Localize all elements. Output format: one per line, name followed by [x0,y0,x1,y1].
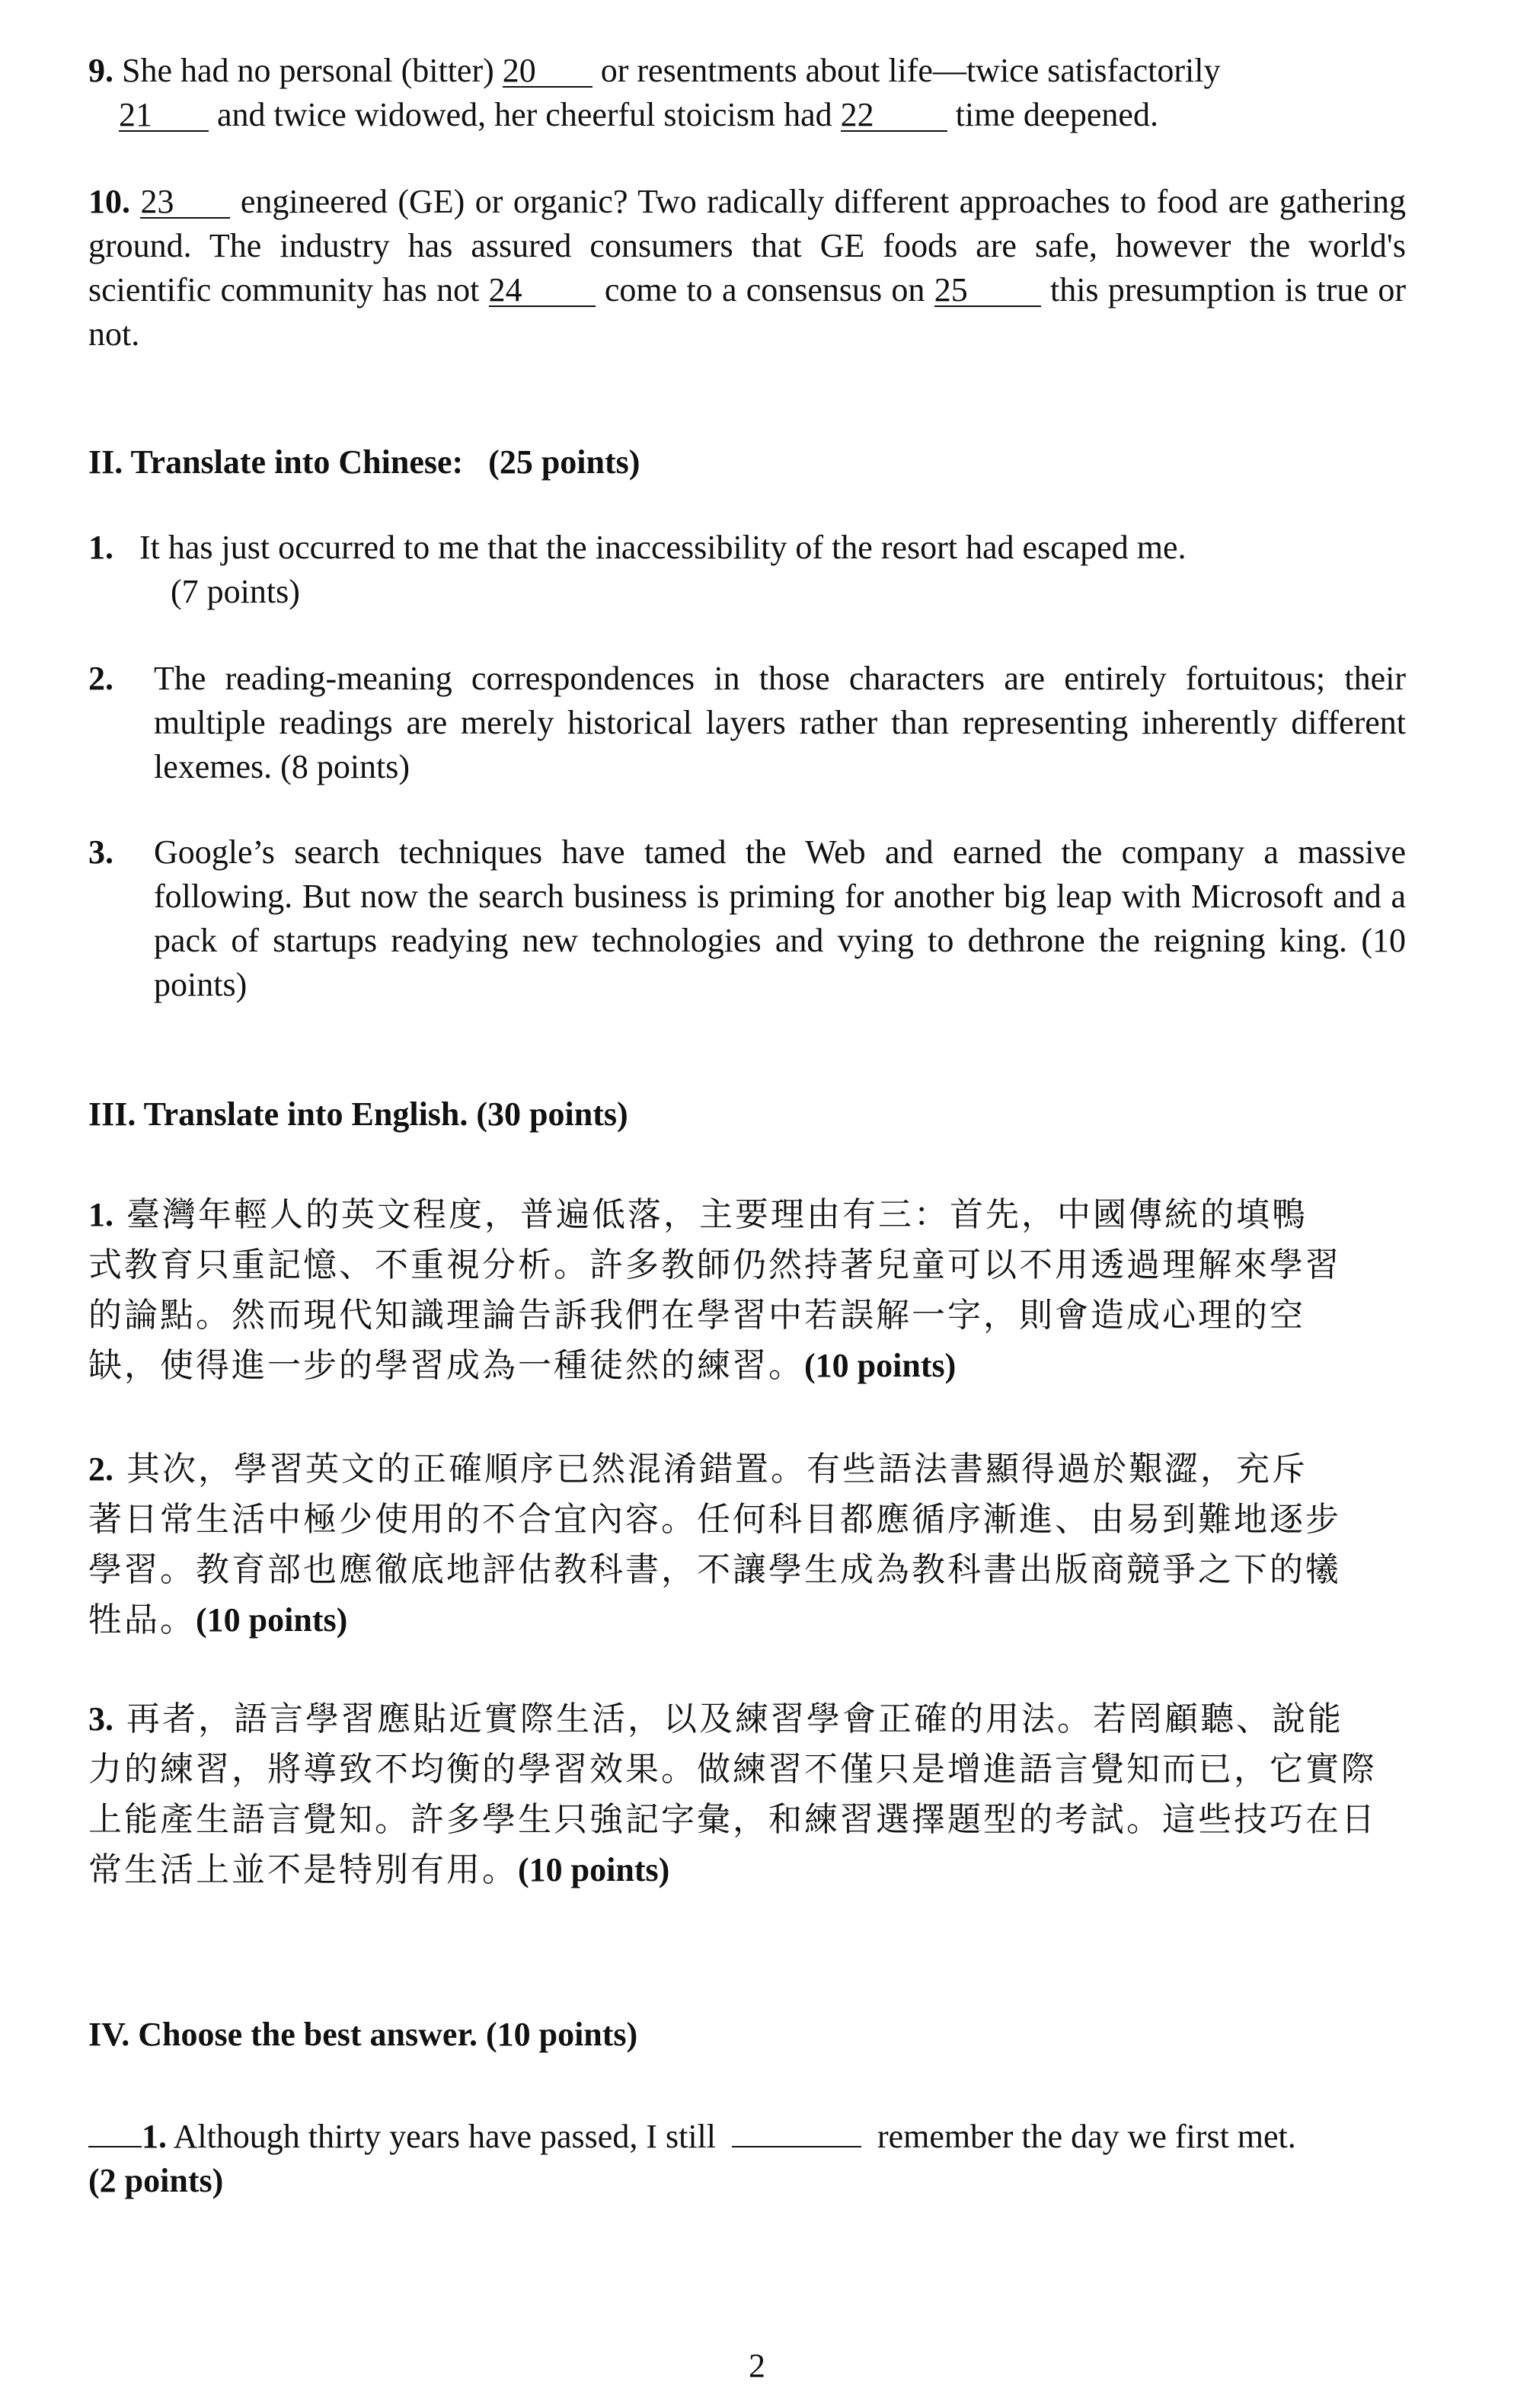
section-2-item-3 [88,830,1406,1007]
item-number: 3. [88,833,113,871]
item-text-line: 著日常生活中極少使用的不合宜內容。任何科目都應循序漸進、由易到難地逐步 [88,1500,1341,1539]
item-text: remember the day we first met. [877,2118,1296,2155]
item-points: (8 points) [280,748,410,785]
item-number: 2. [88,1450,113,1488]
item-text-line: 力的練習，將導致不均衡的學習效果。做練習不僅只是增進語言覺知而已，它實際 [88,1750,1377,1789]
item-text: Google’s search techniques have tamed the Web and earned the company a massive following. But now the search business is priming for another big leap with Microsoft and a pack of startups readying new technologies and vying to dethrone the reigning king. [154,833,1406,959]
question-text: come to a consensus on [604,271,925,309]
item-text-line: 缺，使得進一步的學習成為一種徒然的練習。 [88,1346,804,1385]
item-text: The reading-meaning correspondences in those characters are entirely fortuitous; their multiple readings are merely historical layers rather than representing inherently different lexemes. [154,660,1406,785]
section-4-heading: IV. Choose the best answer. (10 points) [88,2016,638,2053]
answer-blank[interactable] [88,2146,142,2147]
item-text-line: 再者，語言學習應貼近實際生活，以及練習學會正確的用法。若罔顧聽、說能 [126,1700,1343,1738]
question-text: or resentments about life—twice satisfactorily [600,52,1221,89]
question-number: 10. [88,183,130,220]
item-text-line: 其次，學習英文的正確順序已然混淆錯置。有些語法書顯得過於艱澀，充斥 [126,1450,1308,1489]
item-text-line: 上能產生語言覺知。許多學生只強記字彙，和練習選擇題型的考試。這些技巧在日 [88,1800,1377,1839]
answer-blank: 23 [140,187,230,219]
answer-blank: 24 [489,275,596,307]
item-text-line: 臺灣年輕人的英文程度，普遍低落，主要理由有三：首先，中國傳統的填鴨 [126,1195,1308,1234]
question-text: time deepened. [955,96,1158,133]
section-3-item-3 [88,1694,1452,1895]
item-text-line: 學習。教育部也應徹底地評估教科書，不讓學生成為教科書出版商競爭之下的犧 [88,1550,1341,1589]
question-9 [88,49,1406,137]
item-number: 2. [88,660,113,697]
section-2-item-2 [88,657,1406,789]
item-points: (7 points) [171,573,300,610]
answer-blank: 21 [119,100,209,132]
item-points: (10 points) [804,1347,957,1384]
item-text: It has just occurred to me that the inaccessibility of the resort had escaped me. [139,529,1187,566]
section-2-item-1 [88,526,1406,614]
question-text: engineered (GE) or organic? Two radically different approaches to food are gathering ground. The industry has assured consumers that GE foods are safe, however the world's scientific community has not [88,183,1407,309]
item-number: 1. [142,2118,167,2155]
answer-blank: 25 [934,275,1041,307]
item-text-line: 常生活上並不是特別有用。 [88,1850,518,1889]
section-2-heading: II. Translate into Chinese: (25 points) [88,443,640,481]
item-text-line: 的論點。然而現代知識理論告訴我們在學習中若誤解一字，則會造成心理的空 [88,1296,1305,1335]
page-number: 2 [749,2347,765,2384]
section-3-item-2 [88,1444,1429,1645]
item-text-line: 式教育只重記憶、不重視分析。許多教師仍然持著兒童可以不用透過理解來學習 [88,1246,1341,1284]
answer-blank: 20 [503,56,593,88]
item-number: 1. [88,529,113,566]
item-points: (10 points) [518,1851,670,1888]
item-points: (10 points) [196,1601,348,1639]
question-text: and twice widowed, her cheerful stoicism had [217,96,832,133]
question-text: this presumption is true or not. [88,271,1406,353]
section-4-item-1 [88,2115,1452,2203]
item-points: (2 points) [88,2162,224,2199]
item-number: 3. [88,1700,113,1738]
answer-blank: 22 [841,100,947,132]
section-3-heading: III. Translate into English. (30 points) [88,1095,628,1133]
item-text: Although thirty years have passed, I still [173,2118,716,2155]
question-text: She had no personal (bitter) [122,52,494,89]
fill-in-blank[interactable] [732,2146,861,2147]
section-3-item-1 [88,1190,1429,1391]
item-text-line: 牲品。 [88,1601,196,1639]
item-number: 1. [88,1196,113,1233]
question-10 [88,180,1406,357]
item-points: (10 points) [154,922,1406,1003]
question-number: 9. [88,52,113,89]
